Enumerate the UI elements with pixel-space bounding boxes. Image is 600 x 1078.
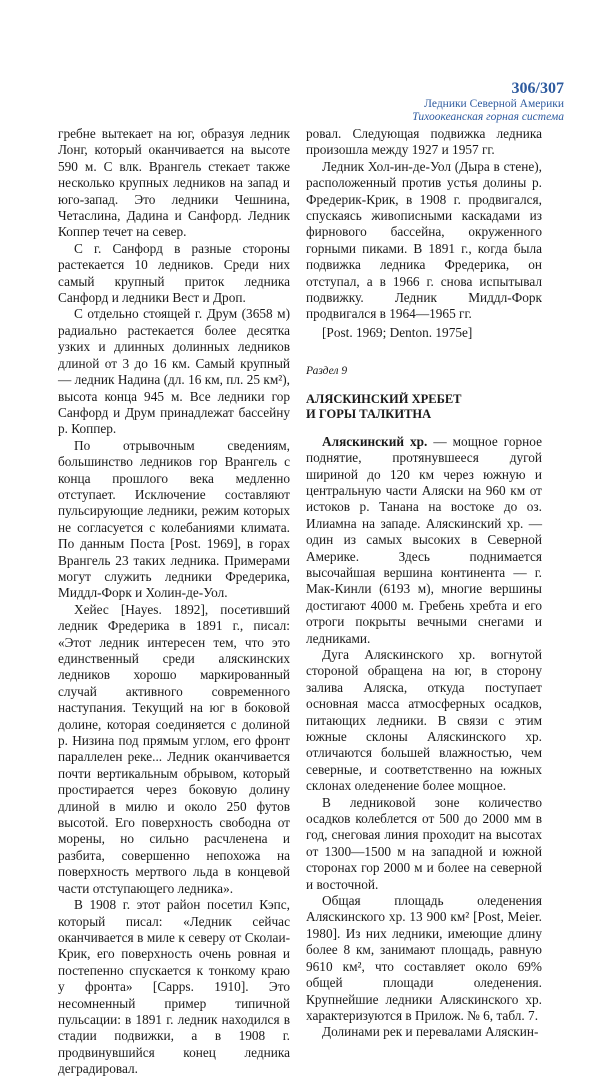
- section-label: Раздел 9: [306, 365, 348, 378]
- paragraph: С отдельно стоящей г. Друм (3658 м) радиально растекается более десятка узких и длинных долинных ледников длиной от 3 до 16 км. Самый крупный — ледник Надина (дл. 16 км, пл. 25 км²), высота конца 945 м. Все ледники гор Санфорд и Друм принадлежат бассейну р. Коппер.: [58, 306, 290, 437]
- section-title: [306, 392, 542, 422]
- right-column: [306, 126, 542, 1041]
- paragraph: С г. Санфорд в разные стороны растекается 10 ледников. Среди них самый крупный приток ледника Санфорд и ледники Вест и Дроп.: [58, 240, 290, 306]
- page-header: [412, 80, 564, 124]
- term: Аляскинский хр.: [322, 433, 428, 449]
- paragraph: Дуга Аляскинского хр. вогнутой стороной обращена на юг, в сторону залива Аляска, откуда поступает основная масса атмосферных осадков, питающих ледники. В связи с этим южные склоны Аляскинского хр. отличаются большей влажностью, чем северные, и соответственно на южных склонах оледенение более мощное.: [306, 646, 542, 794]
- paragraph: В ледниковой зоне количество осадков колеблется от 500 до 2000 мм в год, снеговая линия проходит на высотах от 1300—1500 м на западной и южной сторонах гор 2000 м и более на северной и восточной.: [306, 794, 542, 892]
- paragraph-text: — мощное горное поднятие, протянувшееся дугой шириной до 120 км через южную и центральную части Аляски на 960 км от истоков р. Танана на востоке до оз. Илиамна на западе. Аляскинский хр. — один из самых высоких в Северной Америке. Здесь поднимается высочайшая вершина континента — г. Мак-Кинли (6193 м), многие вершины достигают 4000 м. Гребень хребта и его отроги покрыты вечными снегами и ледниками.: [306, 433, 542, 646]
- paragraph: гребне вытекает на юг, образуя ледник Лонг, который оканчивается на высоте 590 м. С влк. Врангель стекает также несколько крупных ледников на запад и юго-запад. Это ледники Чешнина, Четаслина, Дадина и Санфорд. Ледник Коппер течет на север.: [58, 126, 290, 240]
- paragraph: По отрывочным сведениям, большинство ледников гор Врангель с конца прошлого века медленно отступает. Исключение составляют пульсирующие ледники, режим которых не согласуется с колебаниями климата. По данным Поста [Post. 1969], в горах Врангель 23 таких ледника. Примерами могут служить ледники Фредерика, Миддл-Форк и Холин-де-Уол.: [58, 437, 290, 601]
- paragraph: Долинами рек и перевалами Аляскин-: [322, 1024, 539, 1040]
- paragraph: [306, 434, 542, 647]
- paragraph: Хейес [Hayes. 1892], посетивший ледник Фредерика в 1891 г., писал: «Этот ледник интересен тем, что это единственный среди аляскинских ледников хорошо маркированный случай активного современного наступания. Текущий на юг в боковой долине, которая соединяется с долиной р. Низина под прямым углом, его фронт параллелен реке... Ледник оканчивается почти вертикальным обрывом, который простирается через боковую долину длиной в милю и около 250 футов высотой. Его поверхность свободна от морены, но сильно расчленена и разбита, совершенно непохожа на поверхность мертвого льда в концевой части отступающего ледника».: [58, 601, 290, 896]
- paragraph: Ледник Хол-ин-де-Уол (Дыра в стене), расположенный против устья долины р. Фредерик-Крик, в 1908 г. продвигался, спускаясь живописными каскадами из фирнового бассейна, окруженного горными пиками. В 1891 г., когда была подвижка ледника Фредерика, он отступал, а в 1966 г. снова испытывал подвижку. Ледник Миддл-Форк продвигался в 1964—1965 гг.: [306, 158, 542, 322]
- paragraph: Общая площадь оледенения Аляскинского хр. 13 900 км² [Post, Meier. 1980]. Из них ледники, имеющие длину более 8 км, занимают площадь, равную 9610 км², что составляет около 69% общей площади оледенения. Крупнейшие ледники Аляскинского хр. характеризуются в Прилож. № 6, табл. 7.: [306, 893, 542, 1023]
- section-title-line: АЛЯСКИНСКИЙ ХРЕБЕТ: [306, 391, 462, 406]
- section-title-line: И ГОРЫ ТАЛКИТНА: [306, 406, 432, 421]
- left-column: [58, 126, 290, 1078]
- page-numbers: 306/307: [511, 80, 564, 97]
- paragraph: ровал. Следующая подвижка ледника произошла между 1927 и 1957 гг.: [306, 126, 542, 158]
- chapter-subtitle: Ледники Северной Америки: [424, 97, 564, 110]
- source-citation: [Post. 1969; Denton. 1975e]: [322, 324, 473, 340]
- paragraph: В 1908 г. этот район посетил Кэпс, который писал: «Ледник сейчас оканчивается в миле к северу от Сколаи-Крик, его поверхность очень ровная и постепенно спускается к тонкому краю у фронта» [Capps. 1910]. Это несомненный пример типичной пульсации: в 1891 г. ледник находился в стадии подвижки, а в 1908 г. продвинувшийся конец ледника деградировал.: [58, 897, 290, 1077]
- region-subtitle: Тихоокеанская горная система: [412, 110, 564, 123]
